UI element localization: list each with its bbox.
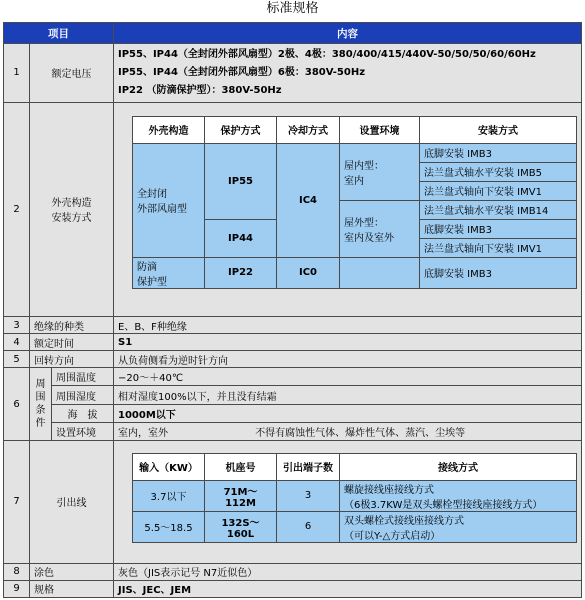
mount-method: 法兰盘式轴水平安装 IMB14 [420,200,577,219]
row-number: 8 [4,563,30,580]
paint-color-content: 灰色（JIS表示记号 N7近似色） [114,563,582,580]
row-number: 4 [4,334,30,351]
cooling-ic4: IC4 [277,143,340,257]
install-env-content [114,422,582,440]
env-indoor: 屋内型： 室内 [340,143,420,200]
altitude-content: 1000M以下 [114,404,582,422]
lead-terminals: 6 [277,511,340,542]
insulation-content: E、B、F种绝缘 [114,317,582,334]
lead-kw: 3.7以下 [133,480,205,511]
enclosure-type: 防滴 保护型 [133,257,205,288]
voltage-line: IP55、IP44（全封闭外部风扇型）2极、4极：380/400/415/440V-50/50/50/60/60Hz [118,48,536,60]
header-content: 内容 [114,23,582,44]
lead-wire-content [114,440,582,563]
lead-header: 输入（KW） [133,453,205,480]
protection-ip22: IP22 [205,257,277,288]
ambient-humidity-content: 相对湿度100%以下，并且没有结霜 [114,386,582,404]
header-item: 项目 [4,23,114,44]
enc-header: 保护方式 [205,116,277,143]
mount-method: 底脚安装 IMB3 [420,143,577,162]
cooling-ic0: IC0 [277,257,340,288]
mount-method: 法兰盘式轴向下安装 IMV1 [420,181,577,200]
item-install-env: 设置环境 [52,422,114,440]
item-ambient-temp: 周围温度 [52,368,114,386]
env-empty [340,257,420,288]
row-number: 9 [4,580,30,597]
item-rated-voltage: 额定电压 [30,44,114,102]
lead-frame: 71M～112M [205,480,277,511]
item-standards: 规格 [30,580,114,597]
enclosure-content [114,102,582,316]
rotation-content: 从负荷侧看为逆时针方向 [114,351,582,368]
item-rotation: 回转方向 [30,351,114,368]
mount-method: 底脚安装 IMB3 [420,257,577,288]
env-outdoor: 屋外型： 室内及室外 [340,200,420,257]
enc-header: 安装方式 [420,116,577,143]
enc-header: 外壳构造 [133,116,205,143]
item-ambient-humidity: 周围湿度 [52,386,114,404]
mount-method: 法兰盘式轴水平安装 IMB5 [420,162,577,181]
item-lead-wire: 引出线 [30,440,114,563]
mount-method: 法兰盘式轴向下安装 IMV1 [420,238,577,257]
row-number: 6 [4,368,30,441]
item-enclosure-mounting: 外壳构造 安装方式 [30,102,114,316]
lead-header: 接线方式 [340,453,577,480]
lead-wiring: 螺旋接线座接线方式 （6极3.7KW是双头螺栓型接线座接线方式） [340,480,577,511]
mount-method: 底脚安装 IMB3 [420,219,577,238]
spec-table [3,22,582,598]
lead-kw: 5.5～18.5 [133,511,205,542]
row-number: 7 [4,440,30,563]
enclosure-type: 全封闭 外部风扇型 [133,143,205,257]
lead-header: 引出端子数 [277,453,340,480]
item-insulation: 绝缘的种类 [30,317,114,334]
rated-time-content: S1 [114,334,582,351]
protection-ip44: IP44 [205,219,277,257]
row-number: 5 [4,351,30,368]
standards-content: JIS、JEC、JEM [114,580,582,597]
row-number: 3 [4,317,30,334]
enclosure-table [132,116,577,289]
row-number: 1 [4,44,30,102]
install-env-note: 不得有腐蚀性气体、爆炸性气体、蒸汽、尘埃等 [255,427,466,439]
item-paint-color: 涂色 [30,563,114,580]
item-rated-time: 额定时间 [30,334,114,351]
lead-wiring: 双头螺栓式接线座接线方式 （可以Y-△方式启动） [340,511,577,542]
lead-frame: 132S～160L [205,511,277,542]
voltage-line: IP22 （防滴保护型）：380V-50Hz [118,84,282,96]
rated-voltage-content [114,44,582,102]
ambient-conditions-label: 周 围 条 件 [30,368,52,441]
enc-header: 冷却方式 [277,116,340,143]
voltage-line: IP55、IP44（全封闭外部风扇型）6极：380V-50Hz [118,66,366,78]
enc-header: 设置环境 [340,116,420,143]
lead-terminals: 3 [277,480,340,511]
lead-wire-table [132,453,577,543]
page-title: 标准规格 [266,1,319,16]
row-number: 2 [4,102,30,316]
install-env-value: 室内，室外 [118,427,168,439]
protection-ip55: IP55 [205,143,277,219]
item-altitude: 海 拔 [52,404,114,422]
ambient-temp-content: −20～＋40℃ [114,368,582,386]
lead-header: 机座号 [205,453,277,480]
